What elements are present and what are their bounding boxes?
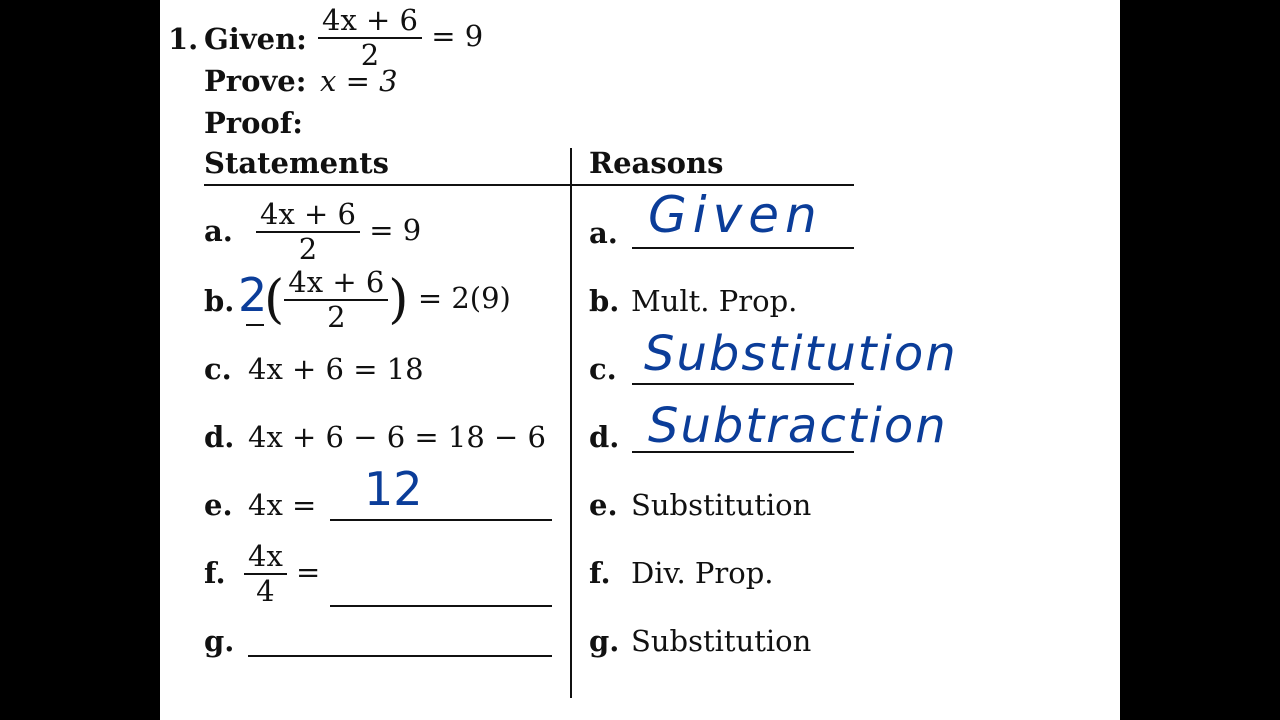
reason-a-blank[interactable] xyxy=(632,247,854,249)
stmt-f-denominator: 4 xyxy=(256,574,275,608)
stmt-d-label: d. xyxy=(204,420,235,454)
stmt-a-numerator: 4x + 6 xyxy=(256,200,360,233)
reason-a-handwritten: Given xyxy=(648,186,823,244)
stmt-e: 4x = xyxy=(248,488,317,522)
stmt-e-handwritten-answer: 12 xyxy=(364,462,423,516)
reason-d-handwritten: Subtraction xyxy=(648,398,948,454)
reason-e-label: e. xyxy=(589,488,618,522)
reason-f: Div. Prop. xyxy=(631,556,774,590)
given-expression xyxy=(318,3,484,72)
problem-number: 1. xyxy=(168,22,199,56)
stmt-f-label: f. xyxy=(204,556,226,590)
reason-b: Mult. Prop. xyxy=(631,284,798,318)
column-divider xyxy=(570,148,572,698)
stmt-c: 4x + 6 = 18 xyxy=(248,352,424,386)
stmt-f xyxy=(244,539,321,608)
stmt-f-rhs: = xyxy=(296,555,321,589)
stmt-b-label: b. xyxy=(204,284,235,318)
stmt-a xyxy=(256,197,422,266)
proof-label: Proof: xyxy=(204,106,303,140)
stmt-b-numerator: 4x + 6 xyxy=(284,268,388,301)
reason-e: Substitution xyxy=(631,488,812,522)
reason-g: Substitution xyxy=(631,624,812,658)
stmt-a-rhs: = 9 xyxy=(369,213,422,247)
stmt-f-numerator: 4x xyxy=(244,542,287,575)
reason-c-label: c. xyxy=(589,352,617,386)
stmt-g-label: g. xyxy=(204,624,235,658)
stmt-d: 4x + 6 − 6 = 18 − 6 xyxy=(248,420,547,454)
reasons-header: Reasons xyxy=(589,146,724,180)
stmt-c-label: c. xyxy=(204,352,232,386)
stmt-e-blank[interactable] xyxy=(330,519,552,521)
stmt-g-blank[interactable] xyxy=(248,655,552,657)
reason-c-blank[interactable] xyxy=(632,383,854,385)
stmt-e-label: e. xyxy=(204,488,233,522)
stmt-a-label: a. xyxy=(204,214,233,248)
stmt-f-blank[interactable] xyxy=(330,605,552,607)
given-label: Given: xyxy=(204,22,307,56)
reason-b-label: b. xyxy=(589,284,620,318)
reason-f-label: f. xyxy=(589,556,611,590)
stmt-a-denominator: 2 xyxy=(298,232,318,266)
stmt-b-handwritten-multiplier: 2 xyxy=(238,268,268,322)
given-rhs: = 9 xyxy=(431,19,484,53)
reason-c-handwritten: Substitution xyxy=(644,326,958,382)
worksheet-page xyxy=(160,0,1120,720)
stmt-b-denominator: 2 xyxy=(327,300,346,334)
prove-label: Prove: xyxy=(204,64,307,98)
stmt-b: ( $\frac{4x + 6}{2}$ ) = 2(9) xyxy=(264,265,511,334)
reason-g-label: g. xyxy=(589,624,620,658)
reason-a-label: a. xyxy=(589,216,618,250)
given-numerator: 4x + 6 xyxy=(318,6,422,39)
prove-statement: x = 3 xyxy=(320,64,398,98)
stmt-b-rhs: = 2(9) xyxy=(417,281,511,315)
reason-d-label: d. xyxy=(589,420,620,454)
statements-header: Statements xyxy=(204,146,389,180)
given-fraction xyxy=(318,3,422,72)
stmt-b-multiplier-blank xyxy=(246,324,264,326)
given-denominator: 2 xyxy=(360,38,380,72)
